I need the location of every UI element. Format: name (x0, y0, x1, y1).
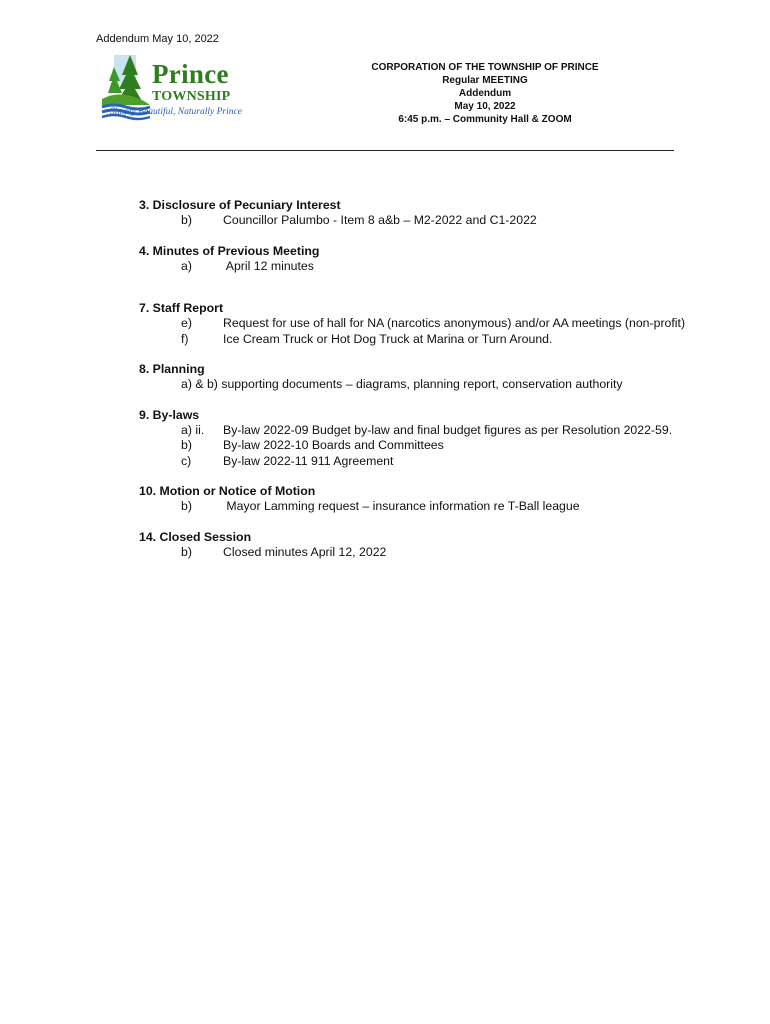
agenda-item (139, 545, 739, 561)
agenda-section (139, 243, 739, 275)
section-title: 3. Disclosure of Pecuniary Interest (139, 198, 341, 212)
item-text: By-law 2022-11 911 Agreement (223, 453, 394, 468)
agenda-item (139, 213, 739, 229)
agenda-item (139, 423, 739, 439)
meeting-header (330, 61, 640, 126)
header-date: May 10, 2022 (454, 101, 516, 112)
township-logo (100, 53, 290, 123)
header-document-type: Addendum (458, 88, 512, 99)
item-label: e) (181, 316, 192, 330)
agenda-section (139, 197, 739, 229)
item-text: By-law 2022-10 Boards and Committees (223, 438, 444, 452)
item-text: By-law 2022-09 Budget by-law and final budget figures as per Resolution 2022-59. (223, 422, 673, 437)
agenda-section (139, 300, 739, 347)
section-title: 9. By-laws (139, 407, 200, 422)
item-label: a) ii. (181, 422, 205, 437)
agenda-item (139, 377, 739, 393)
agenda-item (139, 316, 739, 332)
header-meeting-type: Regular MEETING (442, 75, 528, 86)
section-title: 10. Motion or Notice of Motion (139, 484, 316, 498)
agenda-item (139, 499, 739, 515)
logo-name: Prince (152, 59, 229, 89)
document-top-label: Addendum May 10, 2022 (96, 33, 219, 45)
item-label: c) (181, 453, 192, 468)
agenda-list (139, 197, 739, 574)
agenda-item (139, 332, 739, 348)
agenda-item (139, 438, 739, 454)
item-text: April 12 minutes (223, 258, 314, 273)
item-label: b) (181, 438, 192, 452)
item-label: b) (181, 499, 192, 513)
agenda-section (139, 407, 739, 470)
item-label: f) (181, 331, 189, 346)
header-organization: CORPORATION OF THE TOWNSHIP OF PRINCE (371, 62, 599, 73)
section-title: 7. Staff Report (139, 301, 224, 315)
item-text: Closed minutes April 12, 2022 (223, 544, 387, 559)
logo-tagline: Simply Beautiful, Naturally Prince (110, 107, 242, 117)
header-divider (96, 150, 674, 151)
agenda-section (139, 483, 739, 515)
item-label: b) (181, 213, 192, 227)
section-title: 8. Planning (139, 362, 205, 376)
item-label: b) (181, 544, 192, 559)
item-label: a) (181, 258, 192, 273)
logo-township: TOWNSHIP (152, 89, 231, 104)
item-text: Councillor Palumbo - Item 8 a&b – M2-2022 and C1-2022 (223, 213, 537, 227)
item-text: a) & b) supporting documents – diagrams, planning report, conservation authority (181, 377, 623, 391)
section-title: 4. Minutes of Previous Meeting (139, 243, 320, 258)
item-text: Mayor Lamming request – insurance information re T-Ball league (223, 499, 580, 513)
agenda-section (139, 361, 739, 393)
section-title: 14. Closed Session (139, 529, 252, 544)
item-text: Request for use of hall for NA (narcotics anonymous) and/or AA meetings (non-profit) (223, 316, 686, 330)
agenda-item (139, 259, 739, 275)
item-text: Ice Cream Truck or Hot Dog Truck at Marina or Turn Around. (223, 331, 553, 346)
agenda-item (139, 454, 739, 470)
header-time-location: 6:45 p.m. – Community Hall & ZOOM (398, 114, 572, 125)
agenda-section (139, 529, 739, 561)
